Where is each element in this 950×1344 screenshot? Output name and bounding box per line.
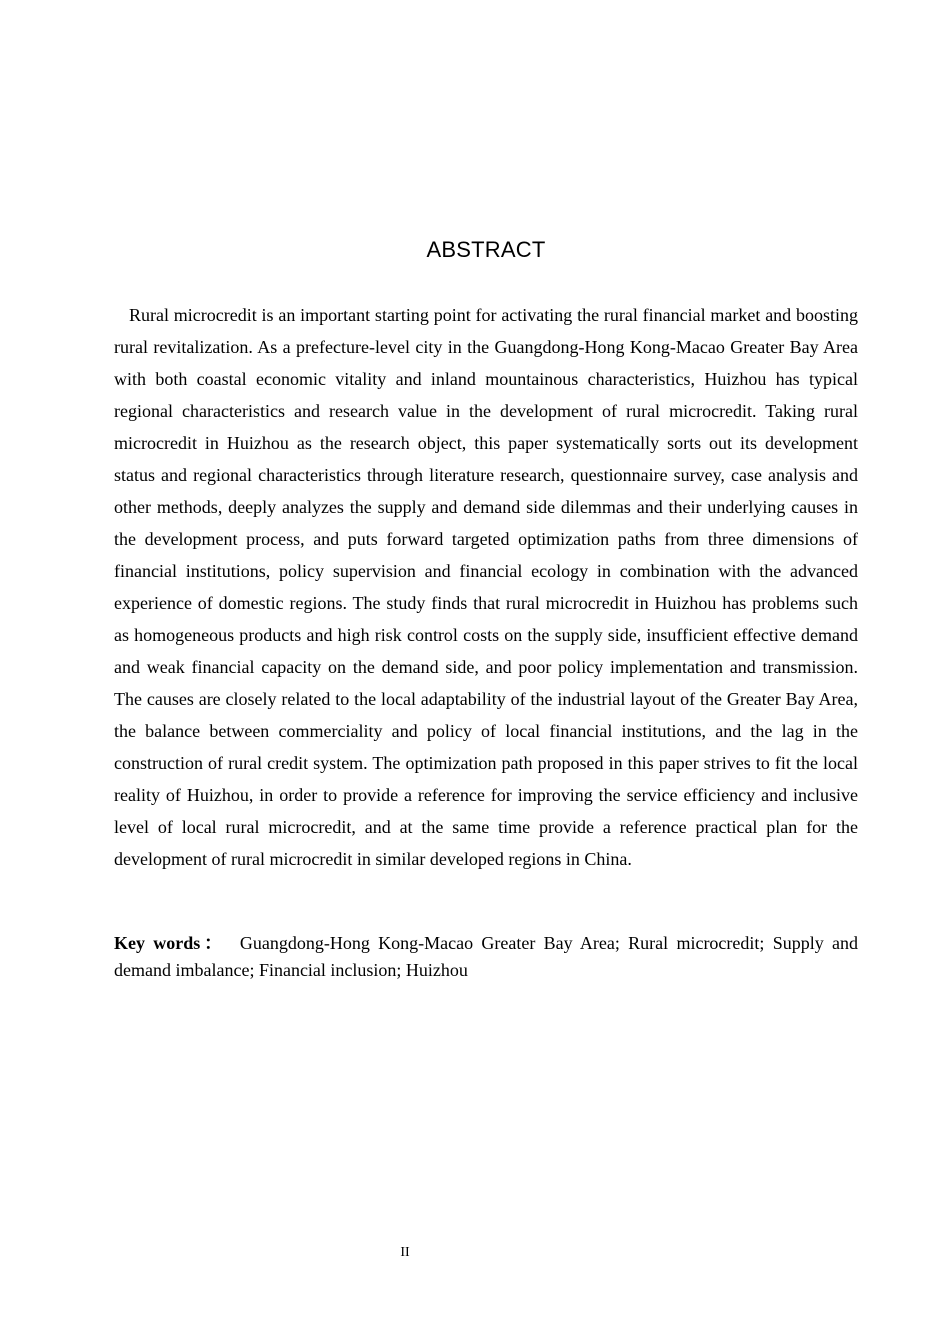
abstract-title: ABSTRACT: [426, 237, 546, 262]
keywords-paragraph: [114, 930, 858, 984]
keywords-label: Key words：: [114, 933, 226, 953]
keywords-text: Guangdong-Hong Kong-Macao Greater Bay Area; Rural microcredit; Supply and demand imbalance; Financial inclusion; Huizhou: [114, 933, 858, 980]
page-number: II: [400, 1245, 410, 1260]
abstract-body: Rural microcredit is an important starting point for activating the rural financial market and boosting rural revitalization. As a prefecture-level city in the Guangdong-Hong Kong-Macao Greater Bay Area with both coastal economic vitality and inland mountainous characteristics, Huizhou has typical regional characteristics and research value in the development of rural microcredit. Taking rural microcredit in Huizhou as the research object, this paper systematically sorts out its development status and regional characteristics through literature research, questionnaire survey, case analysis and other methods, deeply analyzes the supply and demand side dilemmas and their underlying causes in the development process, and puts forward targeted optimization paths from three dimensions of financial institutions, policy supervision and financial ecology in combination with the advanced experience of domestic regions. The study finds that rural microcredit in Huizhou has problems such as homogeneous products and high risk control costs on the supply side, insufficient effective demand and weak financial capacity on the demand side, and poor policy implementation and transmission. The causes are closely related to the local adaptability of the industrial layout of the Greater Bay Area, the balance between commerciality and policy of local financial institutions, and the lag in the construction of rural credit system. The optimization path proposed in this paper strives to fit the local reality of Huizhou, in order to provide a reference for improving the service efficiency and inclusive level of local rural microcredit, and at the same time provide a reference practical plan for the development of rural microcredit in similar developed regions in China.: [114, 305, 858, 869]
